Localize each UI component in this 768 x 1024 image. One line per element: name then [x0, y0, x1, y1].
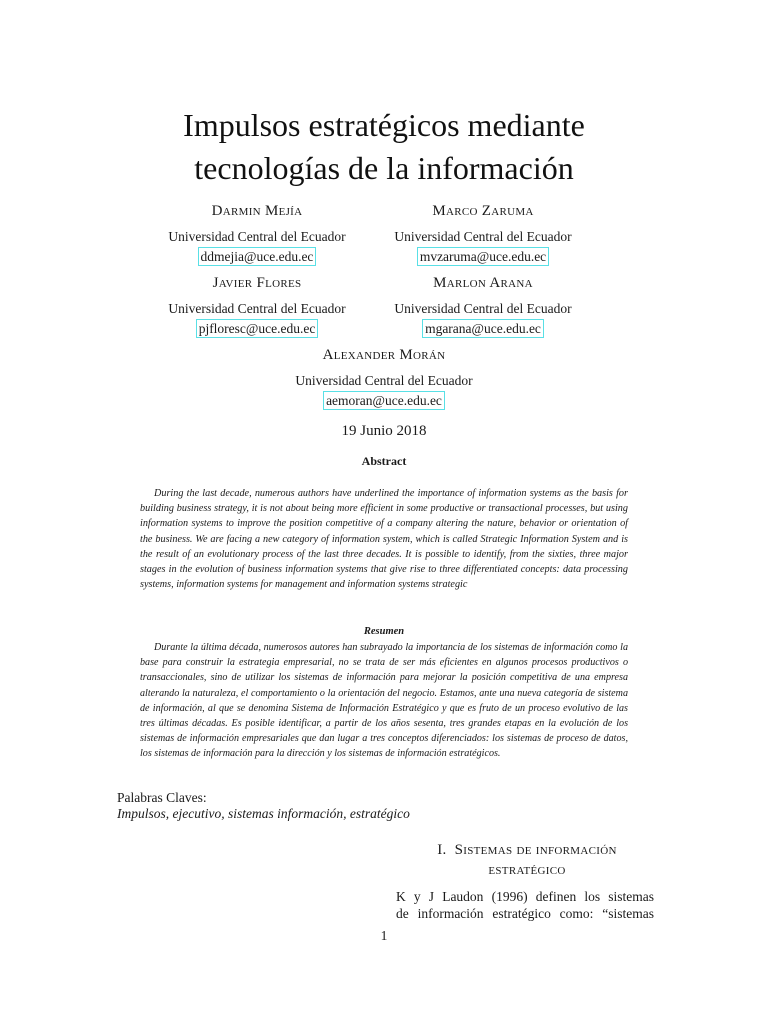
author-name: Marco Zaruma — [432, 203, 534, 219]
title-line-2: tecnologías de la información — [194, 150, 574, 186]
section-heading — [396, 840, 658, 880]
title-line-1: Impulsos estratégicos mediante — [183, 107, 585, 143]
paper-date: 19 Junio 2018 — [341, 423, 427, 439]
author-affiliation: Universidad Central del Ecuador — [168, 301, 346, 316]
section-body-text — [396, 888, 654, 922]
author-name: Alexander Morán — [322, 347, 446, 363]
abstract-text: During the last decade, numerous authors have underlined the importance of information systems as the basis for building business strategy, it is not about being more efficient in some productive or transactional processes, but using information systems to improve the position competitive of a company altering the nature, behavior or orientation of the business. We are facing a new category of information system, which is called Strategic Information System and is the result of an evolutionary process of the last three decades. It is possible to identify, from the sixties, three major stages in the evolution of business information systems that give rise to three differentiated concepts: data processing systems, information systems for management and information systems strategic — [140, 488, 628, 591]
author-affiliation: Universidad Central del Ecuador — [168, 229, 346, 244]
body-line-2: de información estratégico como: “sistemas — [396, 906, 654, 921]
abstract-heading: Abstract — [361, 454, 407, 468]
page-number: 1 — [380, 928, 388, 943]
body-line-1: K y J Laudon (1996) definen los sistemas — [396, 889, 654, 904]
section-number: I. — [437, 842, 447, 858]
author-affiliation: Universidad Central del Ecuador — [394, 301, 572, 316]
author-email-link[interactable]: ddmejia@uce.edu.ec — [198, 247, 317, 266]
keywords-heading: Palabras Claves: — [117, 790, 207, 805]
author-name: Javier Flores — [212, 275, 302, 291]
author-affiliation: Universidad Central del Ecuador — [295, 373, 473, 388]
paper-title — [0, 104, 768, 190]
resumen-text: Durante la última década, numerosos autores han subrayado la importancia de los sistemas de información como la base para construir la estrategia empresarial, no se trata de ser más eficientes en algunos procesos productivos o transaccionales, sino de utilizar los sistemas de información para mejorar la posición competitiva de una empresa alterando la naturaleza, el comportamiento o la orientación del negocio. Estamos, ante una nueva categoría de sistema de información, al que se denomina Sistema de Información Estratégico y que es fruto de un proceso evolutivo de las tres últimas décadas. Es posible identificar, a partir de los años sesenta, tres grandes etapas en la evolución de los sistemas de información empresariales que dan lugar a tres conceptos diferenciados: los sistemas de proceso de datos, los sistemas de información para la dirección y los sistemas de información estratégicos. — [140, 642, 628, 760]
author-email-link[interactable]: mgarana@uce.edu.ec — [422, 319, 544, 338]
author-email-link[interactable]: aemoran@uce.edu.ec — [323, 391, 445, 410]
section-title-line-2: estratégico — [488, 862, 566, 878]
author-email-link[interactable]: pjfloresc@uce.edu.ec — [196, 319, 319, 338]
keywords-text: Impulsos, ejecutivo, sistemas información, estratégico — [117, 806, 410, 821]
author-block — [333, 273, 633, 338]
section-title-line-1: Sistemas de información — [454, 842, 617, 858]
resumen-heading: Resumen — [363, 626, 405, 637]
author-name: Marlon Arana — [433, 275, 533, 291]
author-affiliation: Universidad Central del Ecuador — [394, 229, 572, 244]
author-block — [234, 345, 534, 410]
author-email-link[interactable]: mvzaruma@uce.edu.ec — [417, 247, 549, 266]
author-name: Darmin Mejía — [211, 203, 303, 219]
author-block — [333, 201, 633, 266]
